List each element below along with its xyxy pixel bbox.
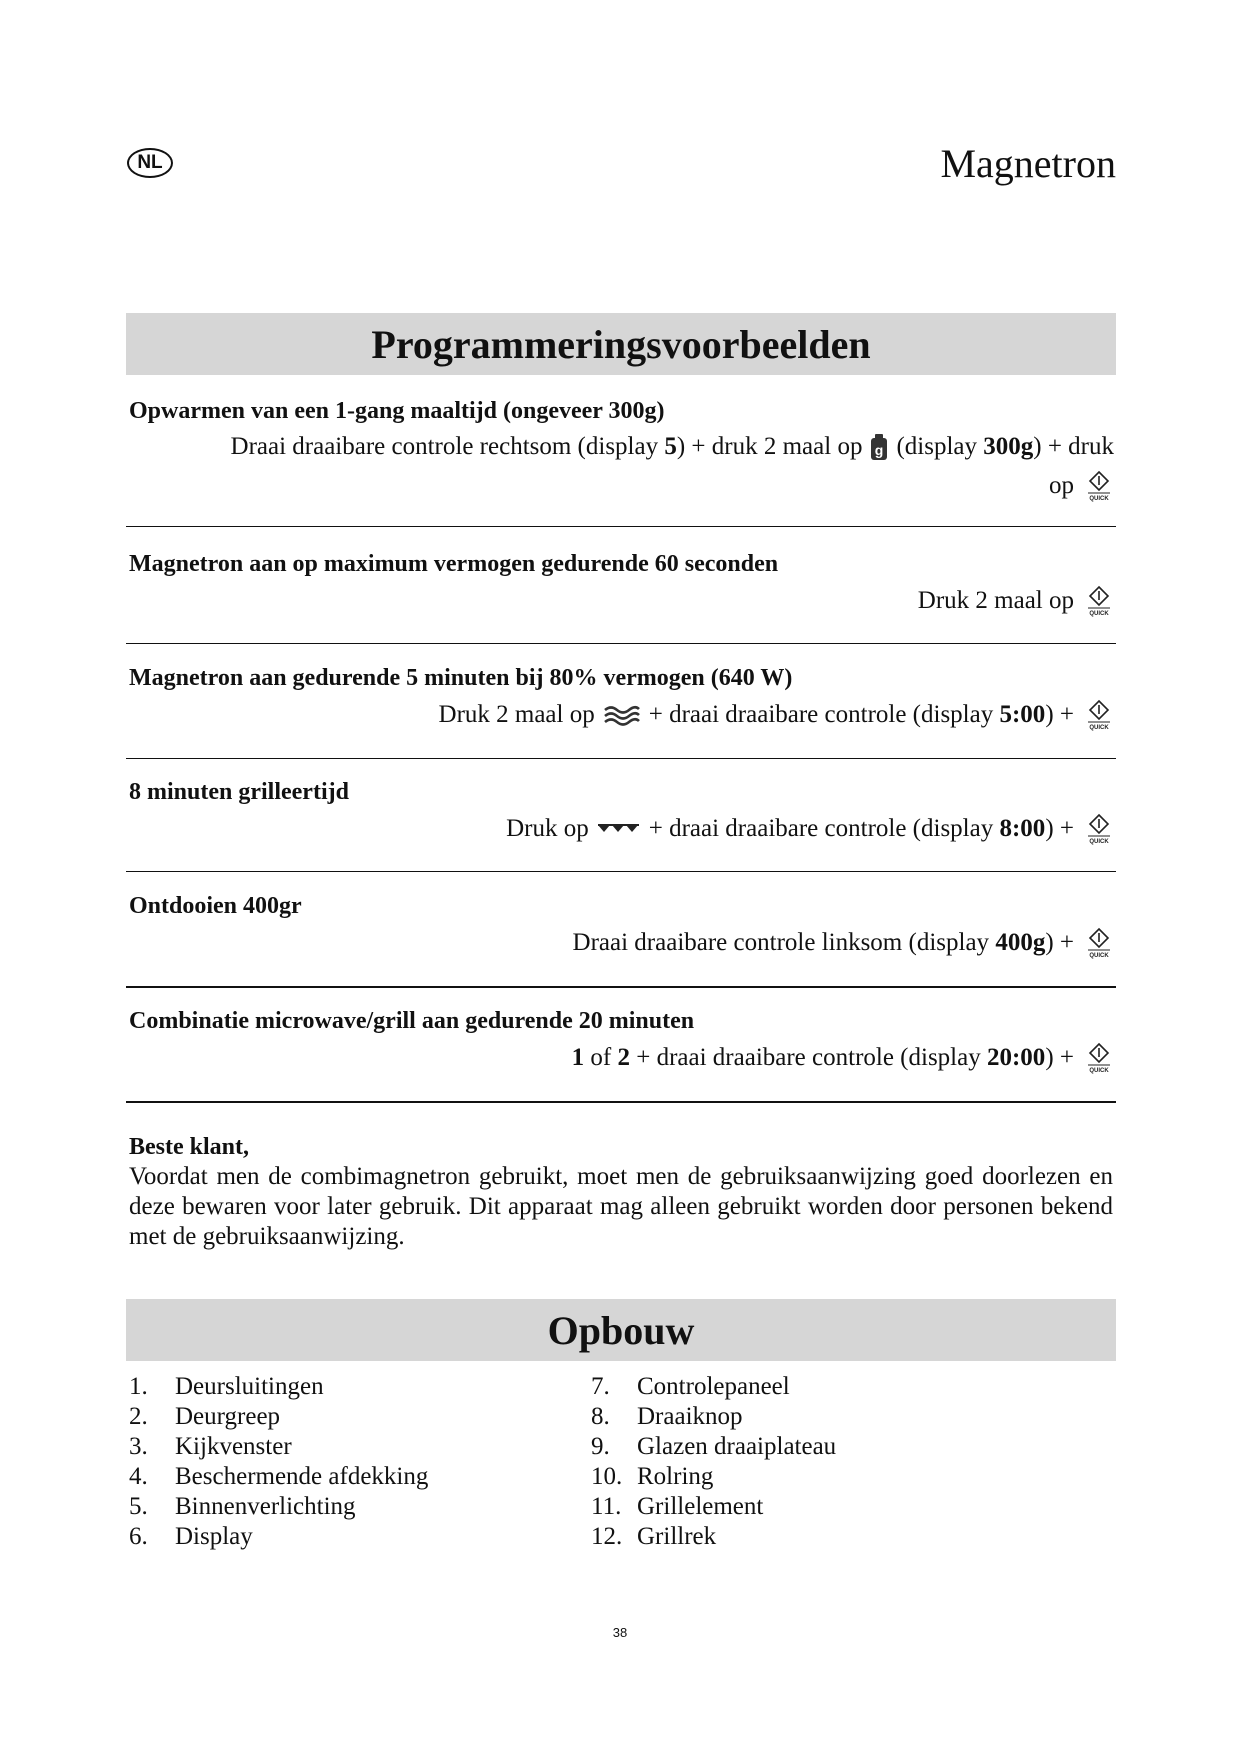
- example-defrost: [126, 893, 1116, 985]
- divider: [126, 643, 1116, 644]
- grill-icon: [597, 822, 641, 836]
- svg-text:QUICK: QUICK: [1089, 953, 1109, 959]
- example-grill-time: [126, 779, 1116, 871]
- example-instruction: 1 of 2 + draai draaibare controle (display 20:00 ) + QUICK: [572, 1042, 1114, 1074]
- page-number: 38: [612, 1625, 628, 1640]
- divider: [126, 526, 1116, 527]
- example-instruction: Draai draaibare controle linksom (display 400g ) + QUICK: [573, 927, 1114, 959]
- list-item: 8. Draaiknop: [591, 1403, 743, 1430]
- divider: [126, 1101, 1116, 1103]
- quick-start-icon: [1084, 699, 1114, 731]
- page-title: Magnetron: [940, 141, 1116, 186]
- parts-list-left: [129, 1372, 428, 1552]
- quick-start-icon: [1084, 585, 1114, 617]
- svg-text:QUICK: QUICK: [1089, 839, 1109, 845]
- list-item: 2. Deurgreep: [129, 1403, 281, 1430]
- svg-text:QUICK: QUICK: [1089, 1068, 1109, 1074]
- example-80-percent-power: [126, 665, 1116, 757]
- example-instruction: Draai draaibare controle rechtsom (display 5 ) + druk 2 maal op g (display 300g ) + druk: [230, 433, 1114, 460]
- example-title: Opwarmen van een 1-gang maaltijd (ongeveer 300g): [129, 398, 665, 424]
- list-item: 3. Kijkvenster: [129, 1433, 292, 1460]
- example-combination: [126, 1008, 1116, 1100]
- example-instruction-continued: op QUICK: [1049, 470, 1114, 502]
- quick-start-icon: [1084, 813, 1114, 845]
- divider: [126, 871, 1116, 872]
- list-item: 10. Rolring: [591, 1463, 714, 1490]
- list-item: 7. Controlepaneel: [591, 1373, 790, 1400]
- programming-heading: Programmeringsvoorbeelden: [126, 313, 1116, 375]
- quick-start-icon: [1084, 1042, 1114, 1074]
- parts-list-right: [591, 1372, 836, 1552]
- svg-text:g: g: [875, 442, 884, 458]
- example-title: Magnetron aan op maximum vermogen gedurende 60 seconden: [129, 551, 779, 577]
- svg-text:QUICK: QUICK: [1089, 725, 1109, 731]
- divider: [126, 986, 1116, 988]
- example-title: Ontdooien 400gr: [129, 893, 302, 919]
- list-item: 11. Grillelement: [591, 1493, 764, 1520]
- list-item: 6. Display: [129, 1523, 253, 1550]
- intro-paragraph: Voordat men de combimagnetron gebruikt, moet men de gebruiksaanwijzing goed doorlezen en deze bewaren voor later gebruik. Dit apparaat mag alleen gebruikt worden door personen bekend met de gebruiksaanwijzing.: [129, 1163, 1113, 1250]
- example-reheat-meal: [126, 398, 1116, 528]
- divider: [126, 758, 1116, 759]
- list-item: 4. Beschermende afdekking: [129, 1463, 429, 1490]
- example-instruction: Druk 2 maal op + draai draaibare controle (display 5:00 ) + QUICK: [439, 699, 1114, 731]
- structure-heading: Opbouw: [126, 1299, 1116, 1361]
- weight-icon: [870, 433, 888, 461]
- example-instruction: Druk 2 maal op QUICK: [918, 585, 1114, 617]
- example-instruction: Druk op + draai draaibare controle (display 8:00 ) + QUICK: [506, 813, 1114, 845]
- list-item: 5. Binnenverlichting: [129, 1493, 356, 1520]
- quick-start-icon: [1084, 470, 1114, 502]
- list-item: 1. Deursluitingen: [129, 1373, 324, 1400]
- list-item: 12. Grillrek: [591, 1523, 717, 1550]
- example-max-power: [126, 551, 1116, 641]
- example-title: 8 minuten grilleertijd: [129, 779, 349, 805]
- language-badge: NL: [127, 148, 173, 178]
- microwave-power-icon: [603, 704, 641, 726]
- example-title: Combinatie microwave/grill aan gedurende 20 minuten: [129, 1008, 695, 1034]
- example-title: Magnetron aan gedurende 5 minuten bij 80% vermogen (640 W): [129, 665, 793, 691]
- list-item: 9. Glazen draaiplateau: [591, 1433, 837, 1460]
- svg-text:QUICK: QUICK: [1089, 496, 1109, 502]
- intro-section: [129, 1132, 1113, 1252]
- svg-text:QUICK: QUICK: [1089, 611, 1109, 617]
- greeting: Beste klant,: [129, 1134, 249, 1160]
- quick-start-icon: [1084, 927, 1114, 959]
